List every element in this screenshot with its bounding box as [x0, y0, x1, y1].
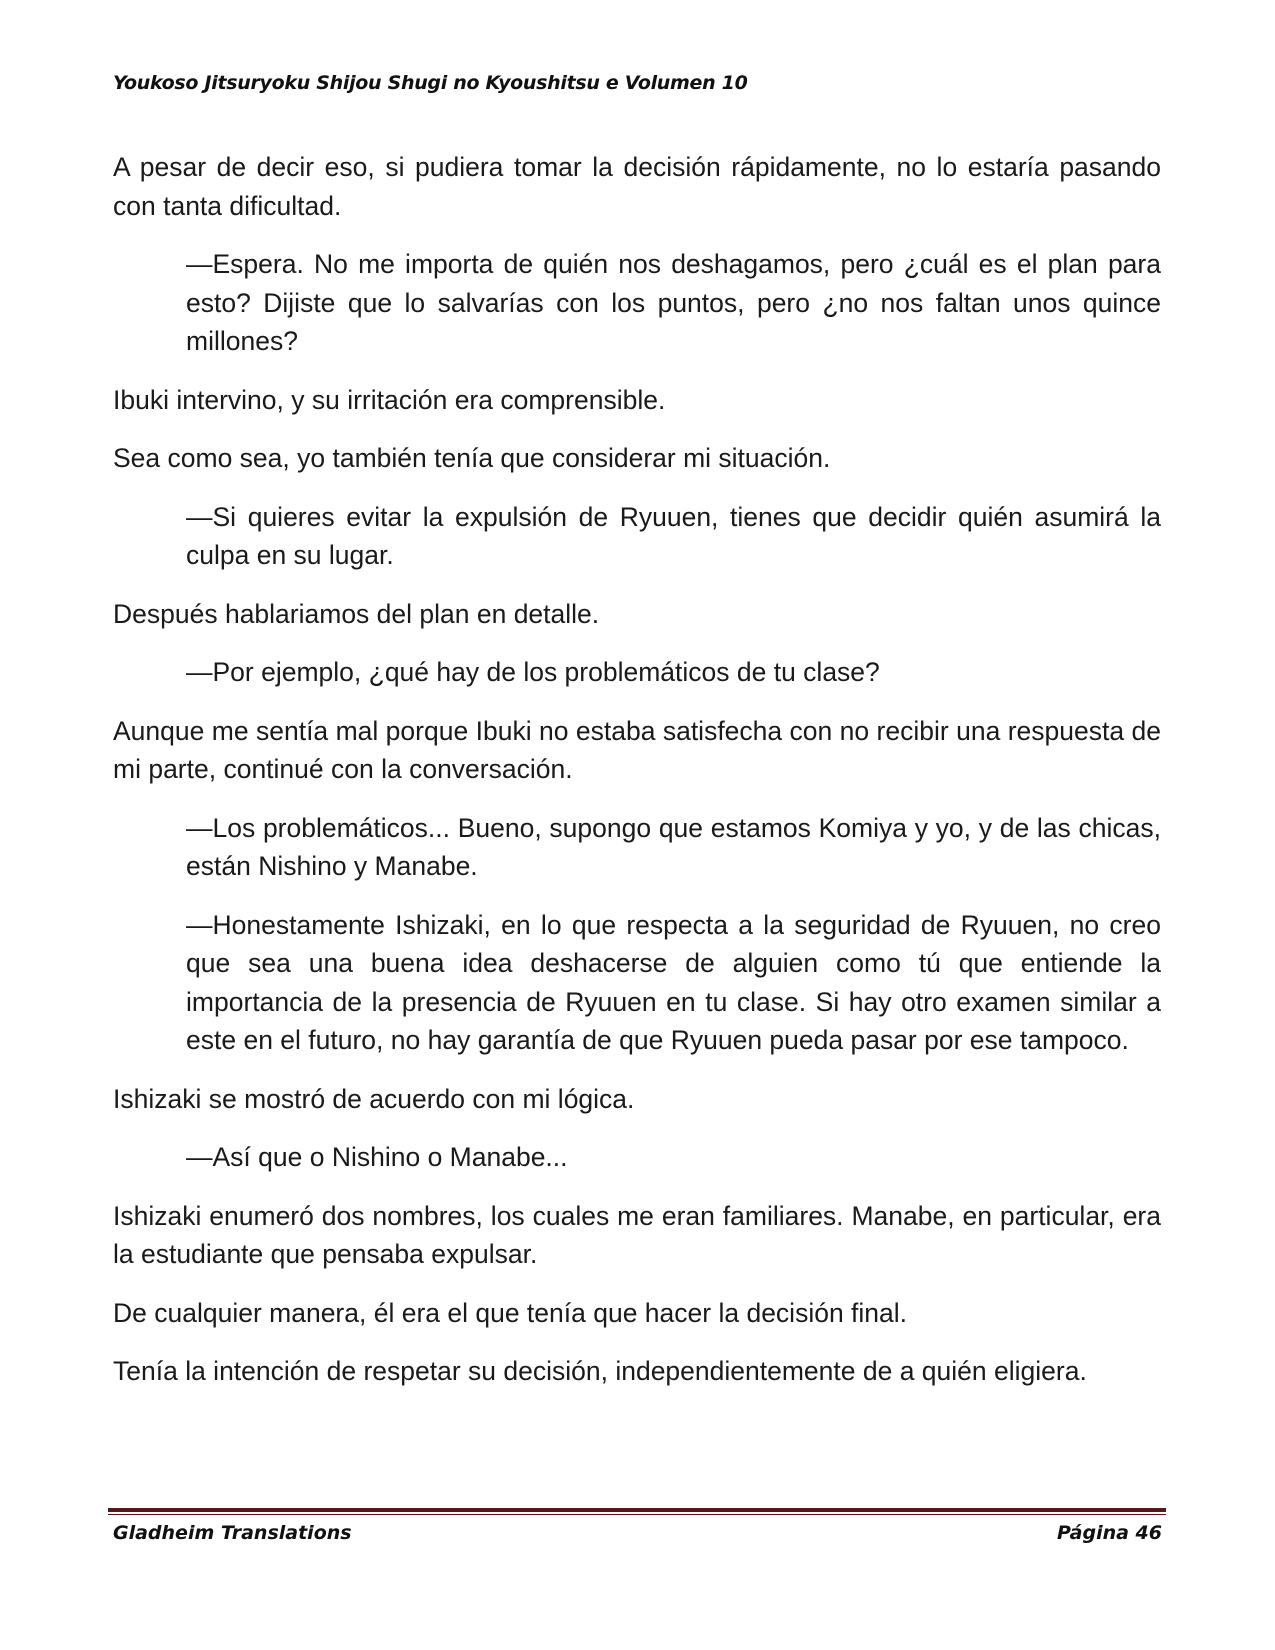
footer-divider	[108, 1508, 1166, 1515]
dialogue-paragraph: —Si quieres evitar la expulsión de Ryuuen, tienes que decidir quién asumirá la culpa en su lugar.	[186, 501, 1161, 570]
paragraph: Ishizaki enumeró dos nombres, los cuales me eran familiares. Manabe, en particular, era la estudiante que pensaba expulsar.	[113, 1200, 1161, 1269]
paragraph: De cualquier manera, él era el que tenía que hacer la decisión final.	[113, 1297, 908, 1328]
paragraph: Ishizaki se mostró de acuerdo con mi lógica.	[113, 1083, 635, 1114]
footer-page-number: Página 46	[1056, 1522, 1162, 1544]
dialogue-paragraph: —Espera. No me importa de quién nos deshagamos, pero ¿cuál es el plan para esto? Dijiste que lo salvarías con los puntos, pero ¿no nos faltan unos quince millones?	[186, 249, 1161, 356]
paragraph: Sea como sea, yo también tenía que considerar mi situación.	[113, 443, 831, 473]
page-header-title: Youkoso Jitsuryoku Shijou Shugi no Kyoushitsu e Volumen 10	[113, 72, 748, 94]
dialogue-paragraph: —Así que o Nishino o Manabe...	[186, 1142, 568, 1172]
dialogue-paragraph: —Por ejemplo, ¿qué hay de los problemáticos de tu clase?	[186, 657, 880, 687]
footer-divider-thin-line	[108, 1514, 1166, 1515]
paragraph: Ibuki intervino, y su irritación era comprensible.	[113, 384, 666, 415]
dialogue-paragraph: —Los problemáticos... Bueno, supongo que estamos Komiya y yo, y de las chicas, están Nishino y Manabe.	[186, 812, 1161, 881]
paragraph: A pesar de decir eso, si pudiera tomar la decisión rápidamente, no lo estaría pasando con tanta dificultad.	[113, 152, 1161, 221]
paragraph: Aunque me sentía mal porque Ibuki no estaba satisfecha con no recibir una respuesta de mi parte, continué con la conversación.	[113, 715, 1161, 784]
footer-translator-credit: Gladheim Translations	[113, 1522, 352, 1544]
dialogue-paragraph: —Honestamente Ishizaki, en lo que respecta a la seguridad de Ryuuen, no creo que sea una buena idea deshacerse de alguien como tú que entiende la importancia de la presencia de Ryuuen en tu clase. Si hay otro examen similar a este en el futuro, no hay garantía de que Ryuuen pueda pasar por ese tampoco.	[186, 909, 1161, 1055]
footer-divider-thick-line	[108, 1508, 1166, 1512]
paragraph: Tenía la intención de respetar su decisión, independientemente de a quién eligiera.	[113, 1356, 1087, 1386]
paragraph: Después hablariamos del plan en detalle.	[113, 598, 600, 629]
page-body	[113, 148, 1161, 1411]
